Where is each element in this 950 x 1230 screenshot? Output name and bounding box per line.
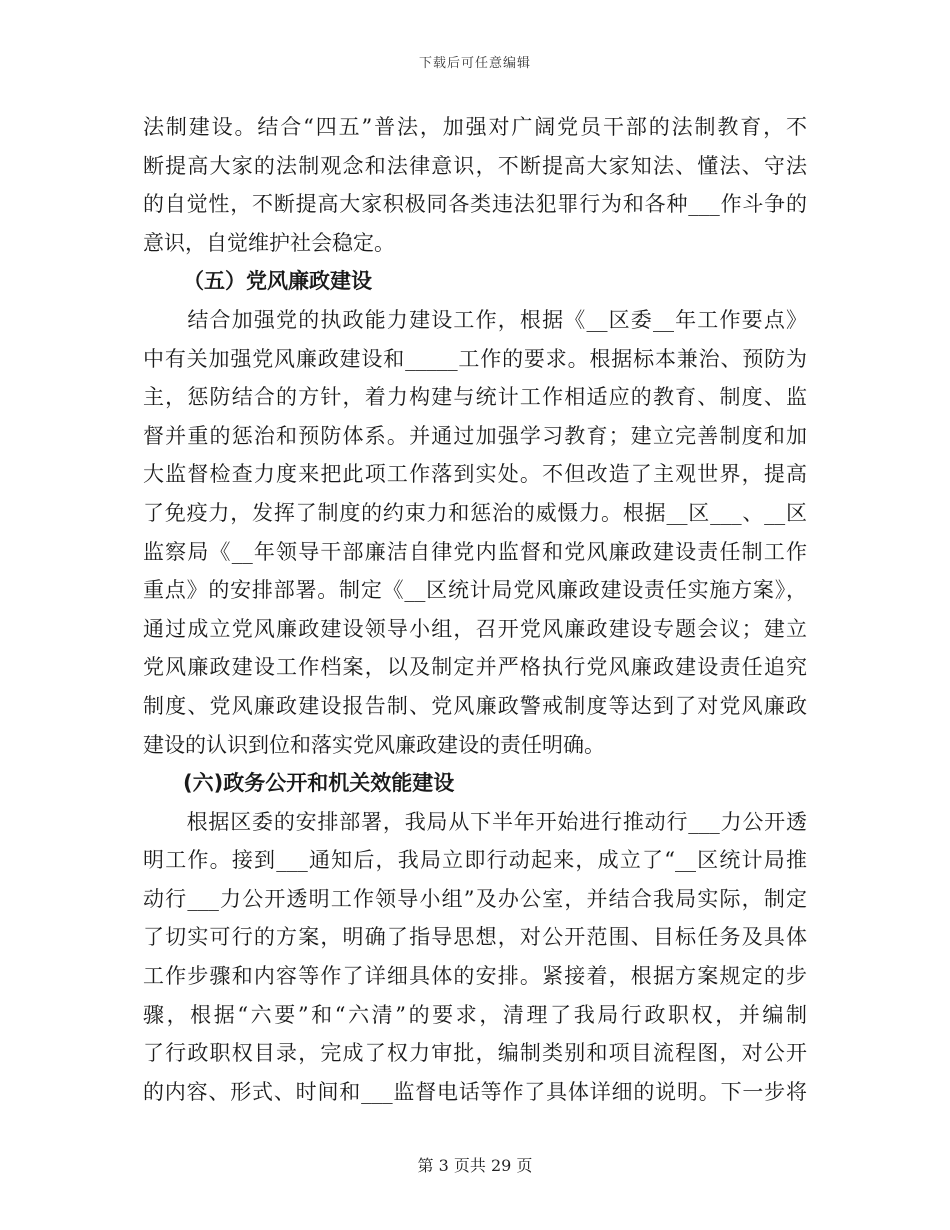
paragraph-line: 的内容、形式、时间和___监督电话等作了具体详细的说明。下一步将 — [143, 1079, 807, 1104]
paragraph-line: 法制建设。结合“四五”普法，加强对广阔党员干部的法制教育，不 — [143, 115, 807, 139]
paragraph-line: 的自觉性，不断提高大家积极同各类违法犯罪行为和各种___作斗争的 — [143, 192, 807, 217]
document-body — [143, 108, 807, 1111]
paragraph-line: 骤，根据“六要”和“六清”的要求，清理了我局行政职权，并编制 — [143, 1002, 807, 1027]
paragraph-line: 了切实可行的方案，明确了指导思想，对公开范围、目标任务及具体 — [143, 925, 807, 950]
page-header: 下载后可任意编辑 — [418, 56, 531, 71]
paragraph-line: 断提高大家的法制观念和法律意识，不断提高大家知法、懂法、守法 — [143, 153, 807, 178]
paragraph-line: 大监督检查力度来把此项工作落到实处。不但改造了主观世界，提高 — [143, 462, 807, 487]
paragraph-line: 监察局《__年领导干部廉洁自律党内监督和党风廉政建设责任制工作 — [143, 539, 807, 564]
paragraph-line: 中有关加强党风廉政建设和_____工作的要求。根据标本兼治、预防为 — [143, 346, 807, 371]
paragraph-line: 重点》的安排部署。制定《__区统计局党风廉政建设责任实施方案》， — [143, 578, 807, 603]
paragraph-line: 主，惩防结合的方针，着力构建与统计工作相适应的教育、制度、监 — [143, 385, 807, 410]
paragraph-line: 了行政职权目录，完成了权力审批，编制类别和项目流程图，对公开 — [143, 1041, 807, 1066]
paragraph-line: 结合加强党的执政能力建设工作，根据《__区委__年工作要点》 — [143, 307, 807, 332]
paragraph-line: 制度、党风廉政建设报告制、党风廉政警戒制度等达到了对党风廉政 — [143, 693, 807, 718]
paragraph-line: 意识，自觉维护社会稳定。 — [143, 230, 395, 255]
section-heading: (六)政务公开和机关效能建设 — [183, 771, 455, 796]
paragraph-line: 了免疫力，发挥了制度的约束力和惩治的威慑力。根据__区___、__区 — [143, 500, 807, 525]
paragraph-line: 明工作。接到___通知后，我局立即行动起来，成立了“__区统计局推 — [143, 848, 807, 873]
page-footer: 第 3 页共 29 页 — [417, 1156, 533, 1175]
paragraph-line: 督并重的惩治和预防体系。并通过加强学习教育；建立完善制度和加 — [143, 423, 807, 448]
paragraph-line: 建设的认识到位和落实党风廉政建设的责任明确。 — [143, 732, 605, 757]
section-heading: （五）党风廉政建设 — [183, 269, 372, 294]
paragraph-line: 动行___力公开透明工作领导小组”及办公室，并结合我局实际，制定 — [143, 886, 807, 911]
paragraph-line: 通过成立党风廉政建设领导小组，召开党风廉政建设专题会议；建立 — [143, 616, 807, 641]
paragraph-line: 根据区委的安排部署，我局从下半年开始进行推动行___力公开透 — [143, 809, 807, 834]
paragraph-line: 工作步骤和内容等作了详细具体的安排。紧接着，根据方案规定的步 — [143, 964, 807, 989]
paragraph-line: 党风廉政建设工作档案，以及制定并严格执行党风廉政建设责任追究 — [143, 655, 807, 680]
